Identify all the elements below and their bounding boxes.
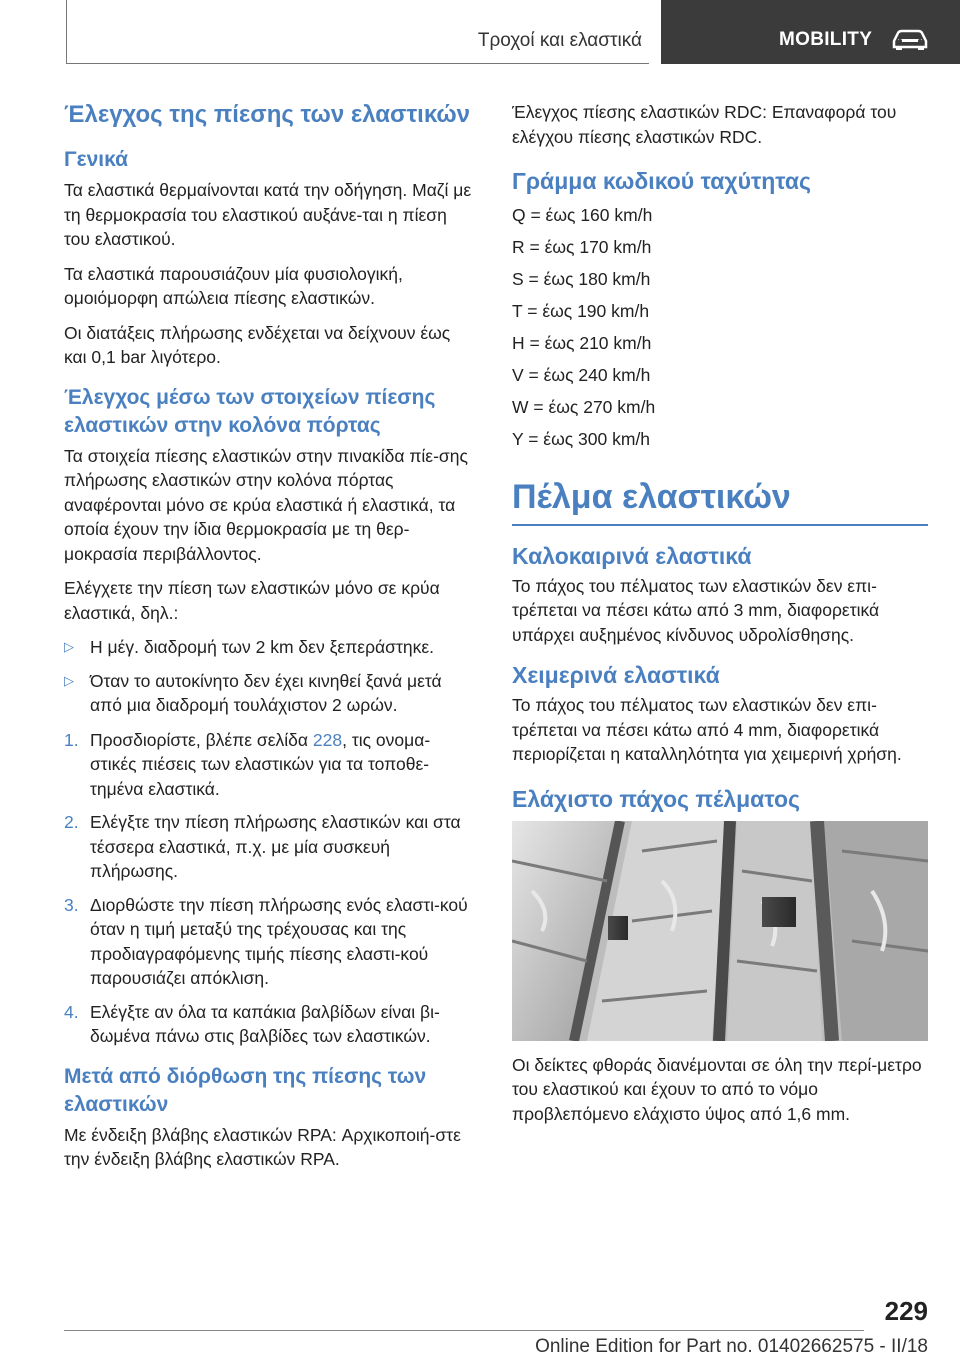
speed-code-item: V = έως 240 km/h <box>512 365 651 385</box>
car-icon <box>890 27 930 51</box>
triangle-bullet-icon: ▷ <box>64 639 74 654</box>
general-paragraph-3: Οι διατάξεις πλήρωσης ενδέχεται να δείχνουν έως και 0,1 bar λιγότερο. <box>64 322 451 367</box>
winter-tires-paragraph: Το πάχος του πέλματος των ελαστικών δεν επι-τρέπεται να πέσει κάτω από 4 mm, διαφορετικά περιορίζεται η καταλληλότητα για χειμερινή χρήση. <box>512 695 902 764</box>
speed-code-item: S = έως 180 km/h <box>512 269 651 289</box>
general-heading: Γενικά <box>64 148 129 171</box>
speed-code-item: Y = έως 300 km/h <box>512 429 651 449</box>
step-item: 1. Προσδιορίστε, βλέπε σελίδα 228, τις ονομα-στικές πιέσεις των ελαστικών για τα τοποθε-τημένα ελαστικά. <box>64 729 431 799</box>
cold-tire-conditions-list <box>64 635 476 718</box>
left-column <box>64 100 476 1182</box>
rdc-paragraph: Έλεγχος πίεσης ελαστικών RDC: Επαναφορά του ελέγχου πίεσης ελαστικών RDC. <box>512 102 897 147</box>
footer-divider <box>64 1330 864 1331</box>
edition-info: Online Edition for Part no. 01402662575 - II/18 <box>535 1336 928 1357</box>
speed-code-item: T = έως 190 km/h <box>512 301 650 321</box>
right-column <box>512 100 928 1136</box>
page-title: Έλεγχος της πίεσης των ελαστικών <box>64 101 471 128</box>
summer-tires-heading: Καλοκαιρινά ελαστικά <box>512 542 752 569</box>
tread-wear-indicator-image <box>512 821 928 1041</box>
after-correction-paragraph: Με ένδειξη βλάβης ελαστικών RPA: Αρχικοποιή-στε την ένδειξη βλάβης ελαστικών RPA. <box>64 1124 461 1169</box>
speed-code-item: R = έως 170 km/h <box>512 237 652 257</box>
general-paragraph-2: Τα ελαστικά παρουσιάζουν μία φυσιολογική, ομοιόμορφη απώλεια πίεσης ελαστικών. <box>64 263 403 308</box>
step-item: 4. Ελέγξτε αν όλα τα καπάκια βαλβίδων είναι βι-δωμένα πάνω στις βαλβίδες των ελαστικών. <box>64 1001 440 1046</box>
after-correction-heading: Μετά από διόρθωση της πίεσης των ελαστικών <box>64 1064 427 1116</box>
step-item: 3. Διορθώστε την πίεση πλήρωσης ενός ελαστι-κού όταν η τιμή μεταξύ της τρέχουσας και της προδιαγραφόμενης τιμής πίεσης ελαστι-κού παρουσιάζει απόκλιση. <box>64 894 468 988</box>
min-tread-heading: Ελάχιστο πάχος πέλματος <box>512 785 800 812</box>
speed-code-heading: Γράμμα κωδικού ταχύτητας <box>512 168 812 194</box>
page-228-link[interactable]: 228 <box>312 729 343 750</box>
section-title: Τροχοί και ελαστικά <box>477 30 642 51</box>
step-number: 3. <box>64 894 79 915</box>
step-number: 4. <box>64 1001 79 1022</box>
speed-code-item: W = έως 270 km/h <box>512 397 656 417</box>
page-number: 229 <box>884 1296 928 1326</box>
list-item: ▷ Η μέγ. διαδρομή των 2 km δεν ξεπεράστηκε. <box>64 635 476 660</box>
triangle-bullet-icon: ▷ <box>64 672 74 688</box>
header-divider-left <box>66 0 67 64</box>
door-pillar-paragraph-1: Τα στοιχεία πίεσης ελαστικών στην πινακίδα πίε-σης πλήρωσης ελαστικών στην κολόνα πόρτας αναφέρονται μόνο σε κρύα ελαστικά ή ελαστικά, τα οποία έχουν την ίδια θερμοκρασία με τη θερ-μοκρασία περιβάλλοντος. <box>64 445 468 564</box>
speed-code-item: H = έως 210 km/h <box>512 333 652 353</box>
mobility-tab[interactable] <box>661 0 960 64</box>
wear-indicator-caption: Οι δείκτες φθοράς διανέμονται σε όλη την περί-μετρο του ελαστικού και έχουν το από το νόμο προβλεπόμενο ελάχιστο ύψος από 1,6 mm. <box>512 1054 922 1124</box>
pressure-steps-list <box>64 728 476 1049</box>
door-pillar-paragraph-2: Ελέγχετε την πίεση των ελαστικών μόνο σε κρύα ελαστικά, δηλ.: <box>64 578 440 623</box>
door-pillar-heading: Έλεγχος μέσω των στοιχείων πίεσης ελαστικών στην κολόνα πόρτας <box>64 385 436 437</box>
list-item: ▷ Όταν το αυτοκίνητο δεν έχει κινηθεί ξανά μετά από μια διαδρομή τουλάχιστον 2 ωρών. <box>64 670 442 715</box>
step-number: 1. <box>64 729 79 750</box>
header-divider-bottom <box>66 63 649 64</box>
step-item: 2. Ελέγξτε την πίεση πλήρωσης ελαστικών και στα τέσσερα ελαστικά, π.χ. με μία συσκευή πλήρωσης. <box>64 812 461 881</box>
summer-tires-paragraph: Το πάχος του πέλματος των ελαστικών δεν επι-τρέπεται να πέσει κάτω από 3 mm, διαφορετικά υπάρχει αυξημένος κίνδυνος υδρολίσθησης. <box>512 575 880 645</box>
tread-title: Πέλμα ελαστικών <box>512 476 928 526</box>
step-number: 2. <box>64 812 79 832</box>
winter-tires-heading: Χειμερινά ελαστικά <box>512 662 720 688</box>
speed-code-item: Q = έως 160 km/h <box>512 205 653 225</box>
general-paragraph-1: Τα ελαστικά θερμαίνονται κατά την οδήγηση. Μαζί με τη θερμοκρασία του ελαστικού αυξάνε-ται η πίεση του ελαστικού. <box>64 180 472 249</box>
mobility-tab-label: MOBILITY <box>779 29 873 50</box>
